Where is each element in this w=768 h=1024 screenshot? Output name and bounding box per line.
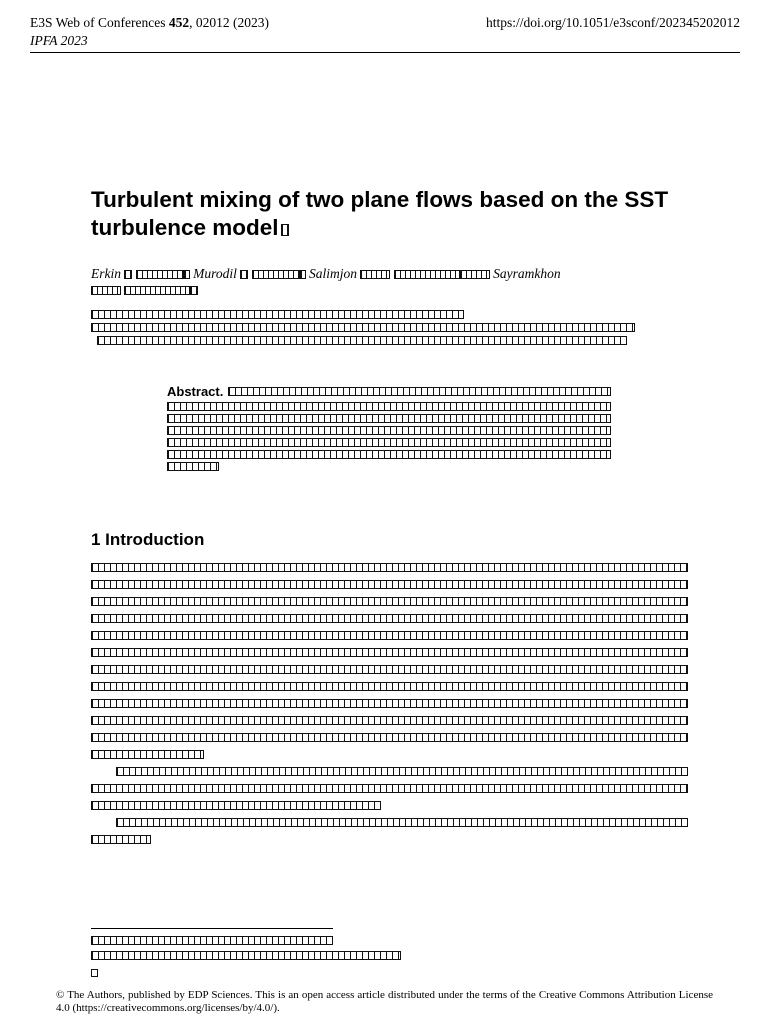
- text-line: [91, 699, 688, 708]
- paper-title: Turbulent mixing of two plane flows based on the SST turbulence model: [91, 187, 669, 240]
- text-line: [91, 835, 151, 844]
- text-line: [91, 614, 688, 623]
- author-3: Salimjon: [309, 266, 358, 281]
- text-line: [91, 784, 688, 793]
- text-line: [91, 716, 688, 725]
- text-line: [91, 733, 688, 742]
- text-line: [116, 767, 688, 776]
- journal-name: E3S Web of Conferences: [30, 15, 166, 30]
- text-line: [91, 580, 688, 589]
- glyph-box: [91, 969, 98, 977]
- header-rule: [30, 52, 740, 53]
- text-line: [91, 750, 204, 759]
- publication-year: (2023): [233, 15, 270, 30]
- author-1: Erkin: [91, 266, 121, 281]
- footnote-line: [91, 936, 333, 945]
- body-text: [91, 563, 688, 852]
- text-line: [91, 682, 688, 691]
- article-number: , 02012: [189, 15, 230, 30]
- text-line: [91, 801, 381, 810]
- author-list: [91, 266, 691, 298]
- text-line: [91, 563, 688, 572]
- affiliation-line: [97, 336, 627, 345]
- text-line: [91, 597, 688, 606]
- conference-name: IPFA 2023: [30, 33, 88, 48]
- abstract-line: [167, 414, 611, 423]
- volume-number: 452: [168, 15, 190, 30]
- corresponding-author-footnote: [91, 936, 411, 963]
- affiliation-line: [91, 310, 464, 319]
- license-footer: © The Authors, published by EDP Sciences. This is an open access article distributed under the terms of the Creative Commons Attribution License 4.0 (https://creativecommons.org/licenses/by/4.0/).: [56, 989, 713, 1014]
- abstract-line: [167, 438, 611, 447]
- text-line: [91, 648, 688, 657]
- abstract-line: [167, 450, 611, 459]
- author-4: Sayramkhon: [493, 266, 561, 281]
- abstract-line: [167, 402, 611, 411]
- affiliation-line: [91, 323, 635, 332]
- author-2: Murodil: [193, 266, 237, 281]
- abstract-label: Abstract.: [167, 384, 224, 399]
- section-heading: 1 Introduction: [91, 530, 205, 549]
- abstract-line: [167, 462, 219, 471]
- footnote-rule: [91, 928, 333, 929]
- running-header-left: [30, 14, 269, 50]
- text-line: [91, 631, 688, 640]
- abstract-line: [228, 387, 611, 396]
- text-line: [116, 818, 688, 827]
- text-line: [91, 665, 688, 674]
- doi-link[interactable]: https://doi.org/10.1051/e3sconf/202345202012: [486, 15, 740, 30]
- abstract-line: [167, 426, 611, 435]
- abstract-block: [167, 384, 611, 474]
- affiliations: [91, 306, 651, 348]
- footnote-line[interactable]: [91, 951, 401, 960]
